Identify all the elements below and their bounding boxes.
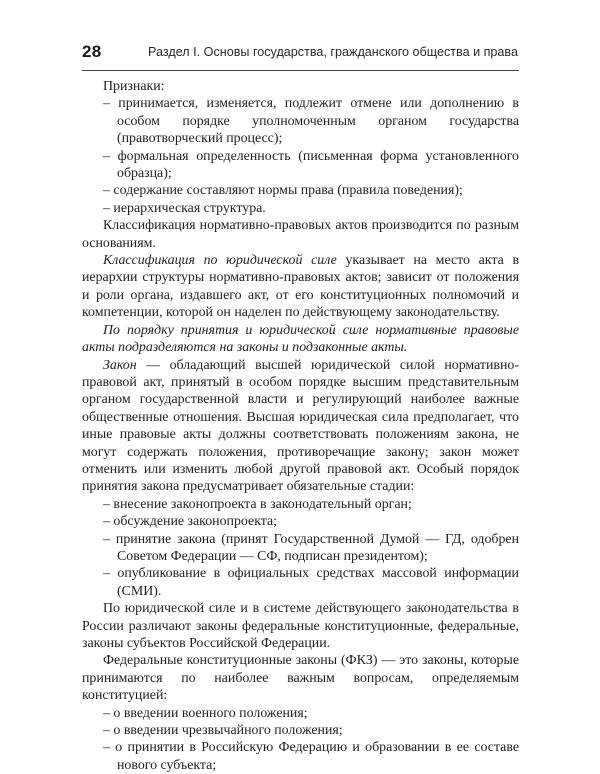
italic-statement: По порядку принятия и юридической силе нормативные правовые акты подразделяются на законы и подзаконные акты. bbox=[82, 322, 519, 356]
signs-item: – формальная определенность (письменная форма установленного образца); bbox=[103, 148, 519, 182]
federal-laws-paragraph: По юридической силе и в системе действующего законодательства в России различают законы федеральные конституционные, федеральные, законы субъектов Российской Федерации. bbox=[82, 601, 519, 651]
fkz-item: – о введении чрезвычайного положения; bbox=[103, 723, 343, 739]
page-number: 28 bbox=[82, 42, 102, 61]
legal-force-term: Классификация по юридической силе bbox=[103, 253, 337, 269]
body-text bbox=[82, 78, 519, 774]
header-rule bbox=[82, 70, 519, 71]
signs-item: – иерархическая структура. bbox=[103, 200, 266, 216]
fkz-item: – о введении военного положения; bbox=[103, 705, 308, 721]
legal-force-text: указывает на место акта в иерархии структуры нормативно-правовых актов; зависит от положения и роли органа, издавшего акт, от его конституционных полномочий и компетенции, которой он наделен по действующему законодательству. bbox=[82, 253, 520, 321]
signs-item: – принимается, изменяется, подлежит отмене или дополнению в особом порядке уполномоченным органом государства (правотворческий процесс); bbox=[103, 96, 519, 147]
classification-paragraph: Классификация нормативно-правовых актов производится по разным основаниям. bbox=[82, 218, 519, 251]
fkz-paragraph: Федеральные конституционные законы (ФКЗ) — это законы, которые принимаются по наиболее важным вопросам, определяемым конституцией: bbox=[82, 653, 519, 704]
stage-item: – внесение законопроекта в законодательный орган; bbox=[103, 496, 412, 512]
law-paragraph bbox=[82, 357, 519, 496]
stage-item: – опубликование в официальных средствах массовой информации (СМИ). bbox=[103, 566, 519, 599]
running-header bbox=[82, 42, 518, 64]
signs-item: – содержание составляют нормы права (правила поведения); bbox=[103, 183, 463, 199]
fkz-item: – о принятии в Российскую Федерацию и образовании в ее составе нового субъекта; bbox=[103, 740, 519, 773]
legal-force-paragraph bbox=[82, 252, 519, 322]
signs-title: Признаки: bbox=[103, 79, 165, 94]
stage-item: – обсуждение законопроекта; bbox=[103, 514, 278, 530]
law-term: Закон bbox=[103, 357, 137, 373]
law-text: — обладающий высшей юридической силой нормативно-правовой акт, принятый в особом порядке высшим представительным органом государственной власти и регулирующий наиболее важные общественные отношения. Высшая юридическая сила предполагает, что иные правовые акты должны соответствовать положениям закона, не могут содержать положения, противоречащие закону; закон может отменить или изменить любой другой правовой акт. Особый порядок принятия закона предусматривает обязательные стадии: bbox=[82, 357, 519, 495]
section-title: Раздел I. Основы государства, гражданского общества и права bbox=[148, 45, 518, 59]
stage-item: – принятие закона (принят Государственной Думой — ГД, одобрен Советом Федерации — СФ, подписан президентом); bbox=[103, 531, 519, 564]
